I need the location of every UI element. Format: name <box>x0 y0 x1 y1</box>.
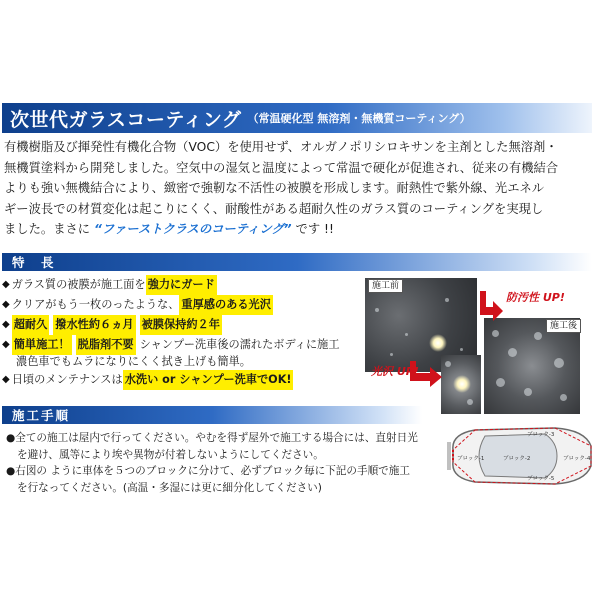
feature-item <box>2 275 382 295</box>
block-label: ブロック-1 <box>457 456 485 462</box>
arrow-down-right-icon <box>477 289 505 323</box>
blank-margin <box>0 500 600 600</box>
feature-highlight: 水洗い or シャンプー洗車でOK! <box>123 370 294 390</box>
diamond-bullet-icon: ◆ <box>2 279 10 290</box>
procedure-text <box>6 430 426 496</box>
before-label: 施工前 <box>368 279 403 293</box>
feature-highlight: 簡単施工！ <box>12 335 72 355</box>
block-label: ブロック-5 <box>527 476 555 482</box>
block-label: ブロック-4 <box>563 456 591 462</box>
intro-line-last <box>4 219 594 240</box>
title-bar <box>2 103 592 133</box>
feature-highlight: 撥水性約６ヵ月 <box>53 315 135 335</box>
diamond-bullet-icon: ◆ <box>2 319 10 330</box>
page-subtitle: （常温硬化型 無溶剤・無機質コーティング） <box>247 112 471 125</box>
feature-text: ガラス質の被膜が施工面を <box>11 278 146 291</box>
intro-line: ギー波長での材質変化は起こりにくく、耐酸性がある超耐久性のガラス質のコーティングを実現し <box>4 201 544 216</box>
procedure-step: ●右図の ように車体を５つのブロックに分けて、必ずブロック毎に下記の手順で施工 <box>6 465 410 478</box>
feature-highlight: 強力にガード <box>146 275 217 295</box>
procedure-header: 施工手順 <box>12 408 71 423</box>
intro-line: よりも強い無機結合により、緻密で強靭な不活性の被膜を形成します。耐熱性で紫外線、光エネル <box>4 181 545 196</box>
page-title: 次世代ガラスコーティング <box>10 108 242 131</box>
car-top-view-icon <box>445 420 595 492</box>
features-header-bar <box>2 253 592 271</box>
intro-paragraph <box>4 137 594 240</box>
feature-item <box>2 370 382 390</box>
feature-highlight: 重厚感のある光沢 <box>179 295 273 315</box>
feature-item <box>2 335 382 355</box>
feature-continuation: 濃色車でもムラになりにくく拭き上げも簡単。 <box>16 355 251 368</box>
document-frame <box>0 93 600 498</box>
procedure-header-bar <box>2 406 422 424</box>
procedure-step: ●全ての施工は屋内で行ってください。やむを得ず屋外で施工する場合には、直射日光 <box>6 432 418 444</box>
feature-text: シャンプー洗車後の濡れたボディに施工 <box>139 338 340 351</box>
intro-line: 有機樹脂及び揮発性有機化合物（VOC）を使用せず、オルガノポリシロキサンを主剤とした無溶剤・ <box>4 140 558 154</box>
procedure-step-cont: を避け、風等により埃や異物が付着しないようにしてください。 <box>17 448 324 461</box>
block-label: ブロック-2 <box>503 456 531 462</box>
after-label: 施工後 <box>546 319 581 333</box>
diamond-bullet-icon: ◆ <box>2 374 10 385</box>
car-block-diagram <box>445 420 595 492</box>
feature-highlight: 脱脂剤不要 <box>76 335 136 355</box>
gloss-label: 光沢 UP! <box>371 365 419 378</box>
feature-highlight: 超耐久 <box>12 315 50 335</box>
block-label: ブロック-3 <box>527 432 555 438</box>
feature-item <box>2 315 382 335</box>
feature-text: 日頃のメンテナンスは <box>11 373 123 386</box>
intro-line: 無機質塗料から開発しました。空気中の湿気と温度によって常温で硬化が促進され、従来の有機結合 <box>4 160 559 175</box>
diamond-bullet-icon: ◆ <box>2 299 10 310</box>
after-coating-photo-detail <box>441 355 481 414</box>
features-list <box>2 275 382 390</box>
feature-highlight: 被膜保持約２年 <box>140 315 222 335</box>
feature-text: クリアがもう一枚のったような、 <box>11 298 180 311</box>
features-header: 特 長 <box>12 255 56 270</box>
intro-text: です !! <box>295 222 334 237</box>
intro-text: ました。まさに <box>4 222 91 237</box>
intro-highlight: “ファーストクラスのコーティング” <box>94 222 292 237</box>
procedure-step-cont: を行なってください。(高温・多湿には更に細分化してください) <box>17 481 322 494</box>
stain-resistance-label: 防汚性 UP! <box>506 291 565 304</box>
diamond-bullet-icon: ◆ <box>2 339 10 350</box>
feature-item <box>2 295 382 315</box>
